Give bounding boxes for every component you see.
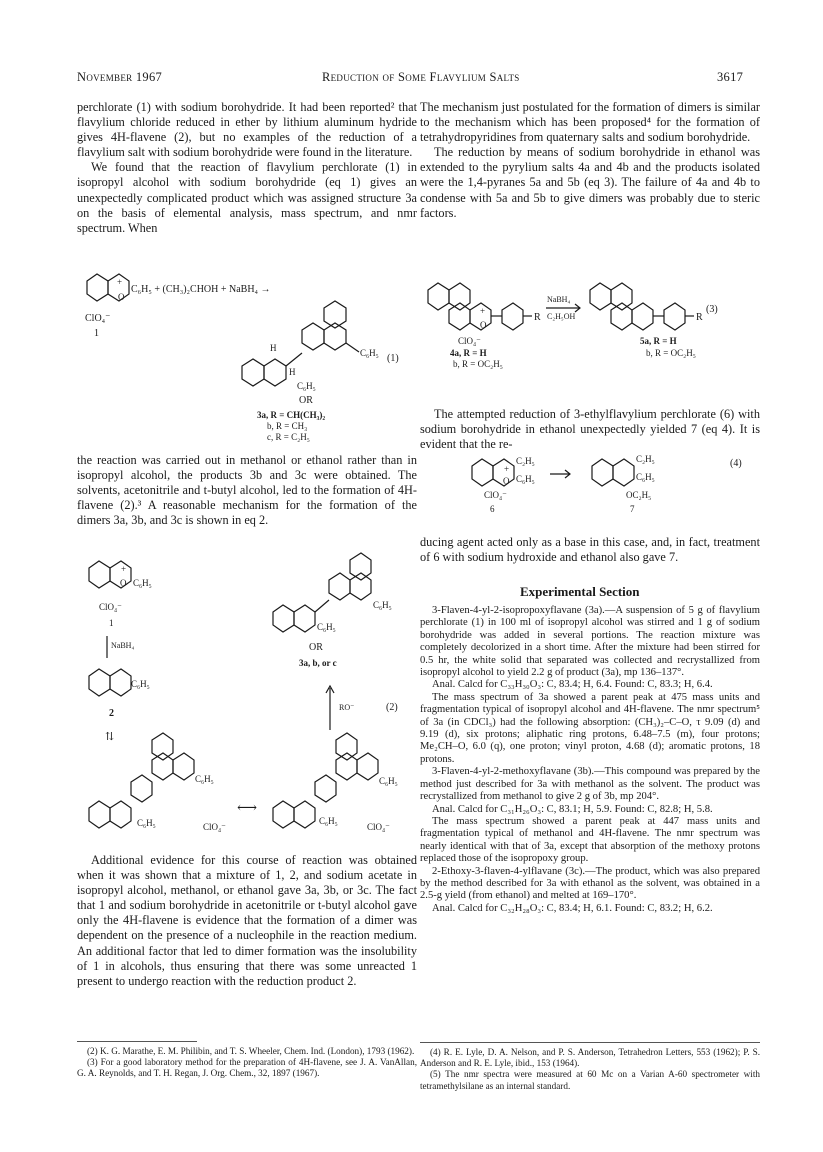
paragraph: Anal. Calcd for C₃₂H₂₈O₃: C, 83.4; H, 6.1. Found: C, 83.2; H, 6.2.	[432, 902, 713, 914]
equation-number: (3)	[706, 304, 718, 315]
section-heading: Experimental Section	[520, 584, 640, 599]
compound-number: 1	[94, 328, 99, 339]
paragraph: The mechanism just postulated for the formation of dimers is similar to the mechanism which has been proposed⁴ for the formation of tetrahydropyridines from quaternary salts and sodium borohydride.	[420, 100, 760, 145]
compound-label: 5a, R = H	[640, 336, 677, 346]
ethyl-label: C₂H₅	[636, 454, 655, 464]
right-text-block-2	[420, 407, 760, 452]
right-footnotes	[420, 1047, 760, 1092]
left-text-block-3	[77, 853, 417, 989]
svg-text:+: +	[121, 564, 127, 574]
paragraph: 3-Flaven-4-yl-2-isopropoxyflavane (3a).—A suspension of 5 g of flavylium perchlorate (1) in 100 ml of isopropyl alcohol was stirred and 1 g of sodium borohydride was added in several portions. The reaction mixture was completely decolorized in a short time. After the mixture had been stirred for 0.5 hr, the white solid that separated was collected and recrystallized from isopropyl alcohol to yield 2.2 g of product (3a), mp 136–137°.	[420, 605, 760, 679]
product-3-structure	[273, 553, 371, 632]
pyrane-structure	[590, 283, 694, 330]
footnote-5: (5) The nmr spectra were measured at 60 Mc on a Varian A-60 spectrometer with tetramethylsilane as an internal standard.	[420, 1069, 760, 1091]
paragraph: 2-Ethoxy-3-flaven-4-ylflavane (3c).—The product, which was also prepared by the method described for 3a with ethanol as the solvent, was obtained in a 2.5-g yield (from ethanol) and melted at 169–170°.	[420, 865, 760, 902]
paragraph: the reaction was carried out in methanol or ethanol rather than in isopropyl alcohol, the products 3b and 3c were obtained. The solvents, acetonitrile and t-butyl alcohol, led to the formation of 4H-flavene (2).³ A reasonable mechanism for the formation of the dimers 3a, 3b, and 3c is shown in eq 2.	[77, 453, 417, 528]
substituent-label: R	[696, 312, 703, 323]
phenyl-label: C₆H₅	[636, 472, 655, 482]
paragraph: The reduction by means of sodium borohydride in ethanol was extended to the pyrylium salts 4a and 4b and the products isolated were the 1,4-pyranes 5a and 5b (eq 3). The failure of 4a and 4b to condense with 5a and 5b to give dimers was probably due to steric factors.	[420, 145, 760, 220]
paragraph: ducing agent acted only as a base in this case, and, in fact, treatment of 6 with sodium hydroxide and ethanol also gave 7.	[420, 535, 760, 565]
footnote-4: (4) R. E. Lyle, D. A. Nelson, and P. S. Anderson, Tetrahedron Letters, 553 (1962); P. S. Anderson and R. E. Lyle, ibid., 153 (1964).	[420, 1047, 760, 1069]
compound-label: 3a, R = CH(CH₃)₂	[257, 410, 326, 420]
product-label: 3a, b, or c	[299, 658, 337, 668]
running-header-title: Reduction of Some Flavylium Salts	[322, 70, 520, 84]
perchlorate-label: ClO₄⁻	[484, 490, 507, 500]
right-text-block-1	[420, 100, 760, 221]
paragraph: 3-Flaven-4-yl-2-methoxyflavane (3b).—This compound was prepared by the method just described for 3a with methanol as the solvent. The product was recrystallized from methanol to give 2 g of 3b, mp 204°.	[420, 766, 760, 803]
compound-label: b, R = OC₂H₅	[646, 348, 696, 358]
equation-number: (1)	[387, 353, 399, 364]
compound-number: 7	[630, 504, 635, 514]
paragraph: Additional evidence for this course of reaction was obtained when it was shown that a mixture of 1, 2, and sodium acetate in isopropyl alcohol, methanol, or ethanol gave 3a, 3b, or 3c. The fact that 1 and sodium borohydride in acetonitrile or t-butyl alcohol gave only the 4H-flavene is evidence that the formation of a dimer was dependent on the presence of a nucleophile in the reaction medium. An additional factor that led to dimer formation was the insolubility of 1 in alcohols, thus ensuring that there was some unreacted 1 present to undergo reaction with the reduction product 2.	[77, 853, 417, 988]
footnote-3: (3) For a good laboratory method for the preparation of 4H-flavene, see J. A. VanAllan, G. A. Reynolds, and T. H. Regan, J. Org. Chem., 32, 1897 (1967).	[77, 1057, 417, 1079]
resonance-arrow: ⟷	[237, 801, 258, 816]
substituent-label: R	[534, 312, 541, 323]
footnote-rule	[77, 1041, 197, 1042]
right-text-block-3	[420, 535, 760, 565]
perchlorate-label: ClO₄⁻	[99, 602, 122, 612]
perchlorate-label: ClO₄⁻	[85, 313, 111, 324]
phenyl-label: C₆H₅	[195, 774, 214, 784]
equation-number: (4)	[730, 458, 742, 469]
compound-label: 4a, R = H	[450, 348, 487, 358]
phenyl-label: C₆H₅	[516, 474, 535, 484]
phenyl-label: C₆H₅	[131, 679, 150, 689]
paragraph: The attempted reduction of 3-ethylflavylium perchlorate (6) with sodium borohydride in ethanol unexpectedly yielded 7 (eq 4). It is evident that the re-	[420, 407, 760, 452]
flavene-structure	[89, 669, 131, 696]
ethylflavylium-structure	[472, 459, 514, 486]
paragraph: Anal. Calcd for C₃₁H₂₆O₃: C, 83.1; H, 5.9. Found: C, 82.8; H, 5.8.	[432, 803, 713, 815]
phenyl-label: C₆H₅	[373, 600, 392, 610]
paragraph: We found that the reaction of flavylium perchlorate (1) in isopropyl alcohol with sodium borohydride (eq 1) gives an unexpectedly complicated product which was assigned structure 3a on the basis of elemental analysis, mass spectrum, and nmr spectrum. When	[77, 160, 417, 235]
compound-number: 1	[109, 618, 114, 628]
pyran-product-structure	[592, 459, 634, 486]
experimental-text	[420, 605, 760, 915]
running-header-date: November 1967	[77, 70, 163, 84]
equation-2-mechanism	[77, 550, 417, 850]
svg-text:+: +	[504, 464, 510, 474]
phenyl-label: C₆H₅	[137, 818, 156, 828]
alkoxy-label: OR	[299, 395, 313, 406]
hydrogen-label: H	[270, 343, 277, 353]
compound-number: 6	[490, 504, 495, 514]
perchlorate-label: ClO₄⁻	[203, 822, 226, 832]
perchlorate-label: ClO₄⁻	[458, 336, 481, 346]
left-text-block-1	[77, 100, 417, 236]
footnote-rule	[420, 1042, 760, 1043]
phenyl-label: C₆H₅	[319, 816, 338, 826]
phenyl-label: C₆H₅	[360, 348, 379, 358]
phenyl-label: C₆H₅	[297, 381, 316, 391]
equation-number: (2)	[386, 702, 398, 713]
reagents-text: C₆H₅ + (CH₃)₂CHOH + NaBH₄ →	[131, 284, 271, 295]
left-text-block-2	[77, 453, 417, 528]
pyrylium-structure	[428, 283, 532, 330]
svg-text:O: O	[118, 292, 125, 302]
left-footnotes	[77, 1046, 417, 1080]
svg-text:+: +	[117, 277, 123, 287]
svg-text:O: O	[120, 578, 127, 588]
paragraph: The mass spectrum showed a parent peak at 447 mass units and fragmentation typical of methanol and 4H-flavene. The nmr spectrum was nearly identical with that of 3a, except that absorption of the methoxy protons replaced those of the isopropoxy group.	[420, 815, 760, 865]
compound-label: b, R = OC₂H₅	[453, 359, 503, 369]
cation-dimer-structure-2	[273, 733, 378, 828]
reagent-label: NaBH₄	[111, 641, 135, 650]
reagent-label: NaBH₄	[547, 295, 571, 304]
equation-1-scheme	[77, 258, 417, 448]
phenyl-label: C₆H₅	[133, 578, 152, 588]
footnote-2: (2) K. G. Marathe, E. M. Philibin, and T. S. Wheeler, Chem. Ind. (London), 1793 (1962).	[87, 1046, 415, 1056]
equation-4-scheme	[420, 452, 760, 542]
paragraph: Anal. Calcd for C₃₃H₃₀O₃: C, 83.4; H, 6.4. Found: C, 83.3; H, 6.4.	[432, 679, 713, 691]
phenyl-label: C₆H₅	[317, 622, 336, 632]
paragraph: The mass spectrum of 3a showed a parent peak at 475 mass units and fragmentation typical of isopropyl alcohol and 4H-flavene. The nmr spectrum⁵ of 3a (in CDCl₃) had the following absorption: (CH₃)₂–C–O, τ 9.09 (d) and 9.19 (d), six protons; aliphatic ring protons, 6.48–7.5 (m), four protons; Me₂CH–O, 6.0 (q), one proton; vinyl proton, 4.68 (d); aromatic protons, 18 protons.	[420, 691, 760, 765]
compound-label: c, R = C₂H₅	[267, 432, 310, 442]
nucleophile-label: RO⁻	[339, 703, 355, 712]
cation-dimer-structure	[89, 733, 194, 828]
paragraph: perchlorate (1) with sodium borohydride. It had been reported² that flavylium chloride reduced in ether by lithium aluminum hydride gives 4H-flavene (2), but no examples of the reduction of a flavylium salt with sodium borohydride were found in the literature.	[77, 100, 417, 160]
compound-label: b, R = CH₃	[267, 421, 308, 431]
equation-3-scheme	[420, 276, 760, 376]
perchlorate-label: ClO₄⁻	[367, 822, 390, 832]
flavylium-structure	[87, 274, 129, 302]
svg-text:O: O	[480, 320, 487, 330]
svg-text:+: +	[480, 306, 486, 316]
ethyl-label: C₂H₅	[516, 456, 535, 466]
phenyl-label: C₆H₅	[379, 776, 398, 786]
svg-text:O: O	[503, 476, 510, 486]
flavylium-structure	[89, 561, 131, 588]
compound-number: 2	[109, 708, 114, 719]
dimer-structure	[242, 301, 359, 386]
alkoxy-label: OR	[309, 642, 323, 653]
solvent-label: C₂H₅OH	[547, 312, 576, 321]
page-number: 3617	[717, 70, 744, 84]
equilibrium-arrows: ⇅	[105, 731, 115, 743]
ethoxy-label: OC₂H₅	[626, 490, 652, 500]
hydrogen-label: H	[289, 367, 296, 377]
